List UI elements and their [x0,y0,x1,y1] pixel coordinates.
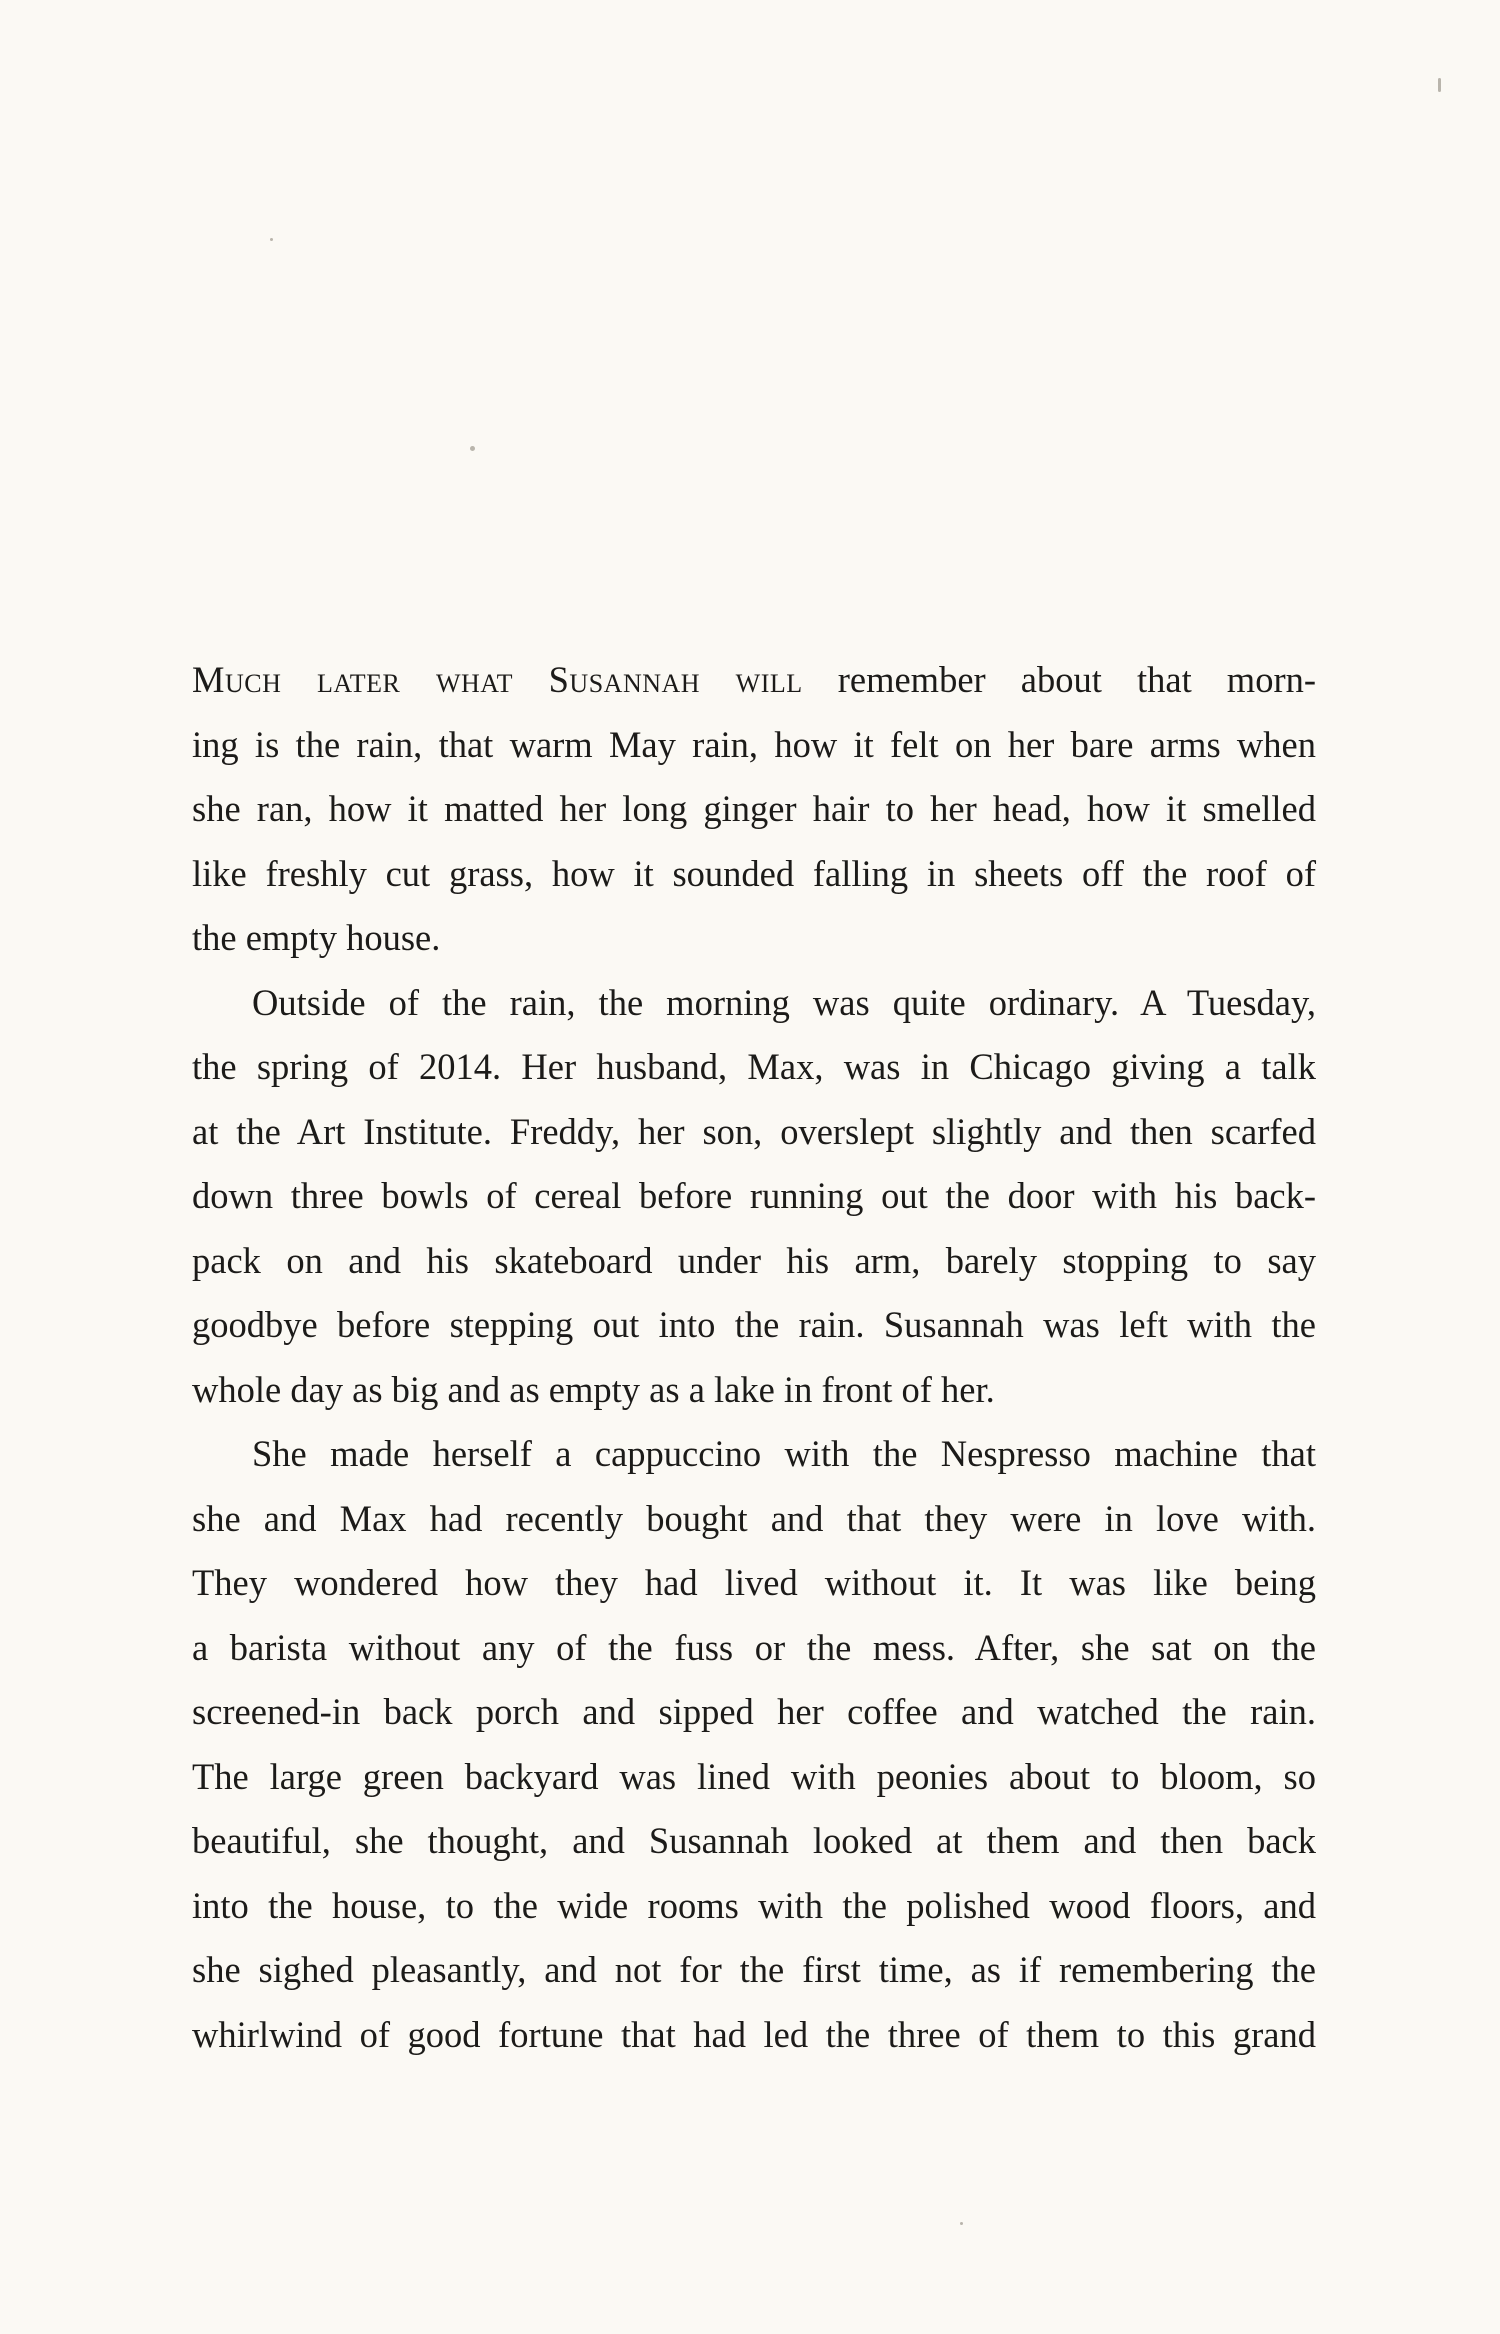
text-line: Much later what Susannah will remember about that morn- [192,659,1317,700]
text-line: like freshly cut grass, how it sounded falling in sheets off the roof of [192,852,1316,894]
text-line: pack on and his skateboard under his arm, barely stopping to say [192,1239,1316,1281]
text-line: at the Art Institute. Freddy, her son, overslept slightly and then scarfed [192,1110,1316,1152]
text-line: the spring of 2014. Her husband, Max, was in Chicago giving a talk [192,1046,1316,1087]
text-line: she ran, how it matted her long ginger hair to her head, how it smelled [192,788,1316,829]
text-line: They wondered how they had lived without it. It was like being [192,1562,1316,1603]
text-line: Outside of the rain, the morning was quite ordinary. A Tuesday, [252,981,1316,1023]
text-line: into the house, to the wide rooms with the polished wood floors, and [192,1884,1316,1926]
text-line: The large green backyard was lined with peonies about to bloom, so [192,1755,1316,1797]
paragraph-2 [192,971,1316,1423]
text-line: screened-in back porch and sipped her coffee and watched the rain. [192,1691,1316,1732]
text-line: a barista without any of the fuss or the mess. After, she sat on the [192,1626,1316,1668]
body-text [192,648,1316,2067]
text-line: whirlwind of good fortune that had led the three of them to this grand [192,2013,1316,2055]
text-line: the empty house. [192,917,441,958]
scan-speck [470,446,475,451]
scan-speck [1438,78,1441,92]
text-line: she sighed pleasantly, and not for the first time, as if remembering the [192,1949,1316,1990]
paragraph-3 [192,1422,1316,2067]
text-line: ing is the rain, that warm May rain, how it felt on her bare arms when [192,723,1316,765]
scan-speck [270,238,273,241]
text-line: down three bowls of cereal before running out the door with his back- [192,1175,1316,1216]
paragraph-1 [192,648,1316,971]
scan-speck [960,2222,963,2225]
text-line: goodbye before stepping out into the rain. Susannah was left with the [192,1304,1316,1345]
text-line: she and Max had recently bought and that they were in love with. [192,1497,1316,1539]
chapter-lead-in: Much later what Susannah will [192,659,803,700]
text-line: whole day as big and as empty as a lake in front of her. [192,1368,995,1410]
text-line: beautiful, she thought, and Susannah looked at them and then back [192,1820,1316,1861]
text-line: She made herself a cappuccino with the Nespresso machine that [252,1433,1316,1474]
